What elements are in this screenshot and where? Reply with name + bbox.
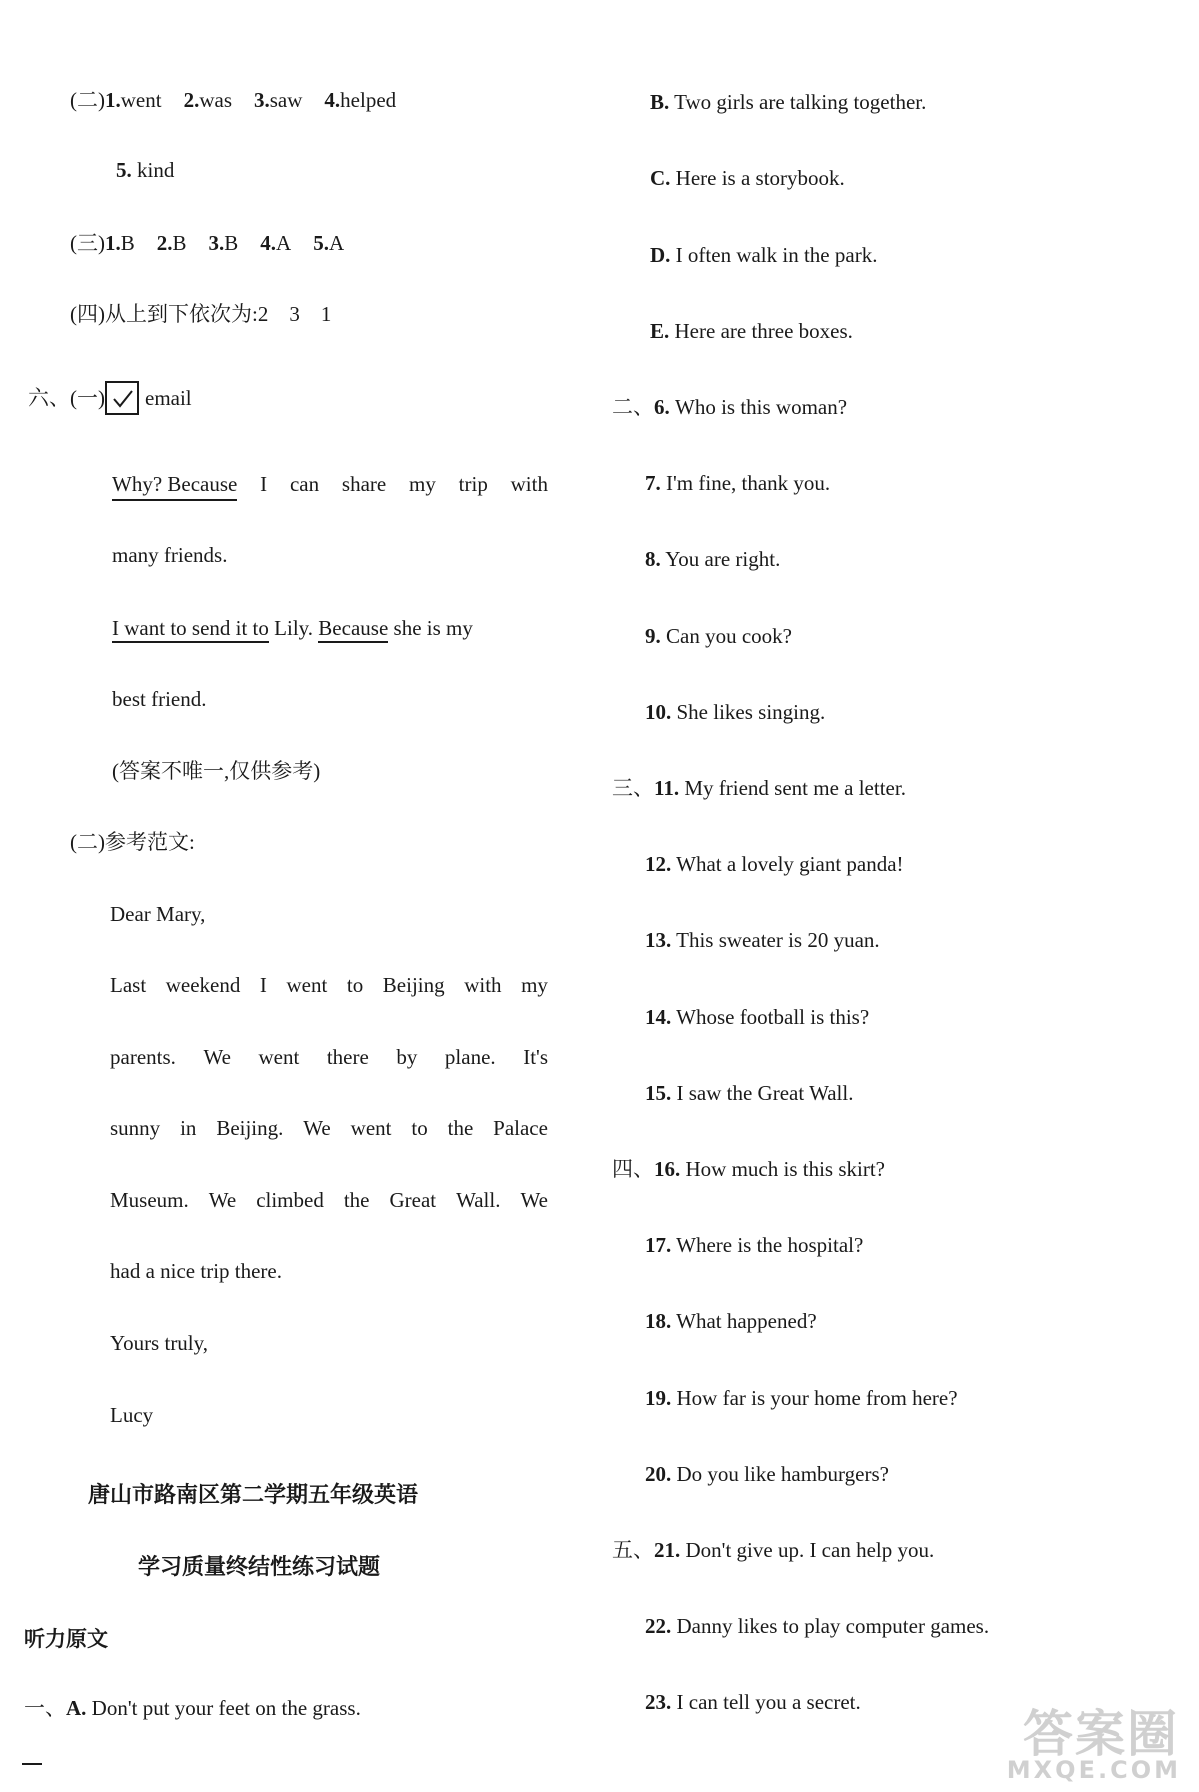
section-prefix: 三、 [612,776,654,800]
word: Museum. [110,1188,189,1212]
word: can [289,472,320,496]
section-2-answer-5 [116,156,174,184]
item-number: 9. [645,624,661,648]
word: Palace [493,1116,548,1140]
word: with [510,472,548,496]
why-underlined: Why? Because [112,470,237,501]
item-number: 8. [645,547,661,571]
word: I [260,472,268,496]
listening-item [612,1155,885,1183]
item-text: Who is this woman? [675,395,848,419]
answer-number: 3. [208,231,225,255]
answer-number: 1. [105,231,121,255]
item-text: How much is this skirt? [685,1157,885,1181]
listening-item [612,393,847,421]
answer-text: went [120,88,162,112]
word: the [343,1188,370,1212]
listening-item [645,1231,863,1259]
item-number: 11. [654,776,680,800]
listening-item [645,1384,958,1412]
option-b [650,88,926,116]
section-2-answers [70,86,396,114]
word: the [447,1116,474,1140]
word: Beijing [382,973,445,997]
item-text: What happened? [676,1309,817,1333]
word: there [326,1045,369,1069]
letter-greeting: Dear Mary, [110,902,206,926]
letter-line-3 [110,1114,548,1142]
item-text: Where is the hospital? [676,1233,864,1257]
word: in [180,1116,197,1140]
word: Last [110,973,147,997]
item-text: Can you cook? [666,624,792,648]
section-6-header [28,383,192,417]
answer-text: B [224,231,239,255]
divider [22,1763,42,1765]
item-text: This sweater is 20 yuan. [676,928,880,952]
item-text: She likes singing. [676,700,826,724]
item-number: 13. [645,928,672,952]
checkbox-checked [105,381,139,415]
listening-item [645,1688,861,1716]
item-number: 6. [654,395,670,419]
item-text: I saw the Great Wall. [676,1081,854,1105]
send-name: Lily. [274,616,314,640]
option-d [650,241,877,269]
listening-item [645,850,904,878]
listening-item [612,1536,934,1564]
section-prefix: 二、 [612,395,654,419]
listening-label: 听力原文 [24,1627,108,1651]
section-2-prefix: (二) [70,88,105,112]
answer-number: 3. [254,88,270,112]
option-text: Two girls are talking together. [674,90,927,114]
item-number: 14. [645,1005,672,1029]
option-letter: B. [650,90,670,114]
word: We [520,1188,548,1212]
answer-number: 2. [183,88,200,112]
answer-number: 4. [260,231,277,255]
word: Great [389,1188,437,1212]
listening-item [645,622,792,650]
word: to [346,973,364,997]
letter-line-2 [110,1043,548,1071]
answer-number: 5. [116,158,132,182]
option-text: I often walk in the park. [675,243,878,267]
option-e [650,317,853,345]
letter-closing: Yours truly, [110,1331,209,1355]
word: We [303,1116,331,1140]
send-because: Because [318,616,388,643]
listening-item [645,545,780,573]
item-number: 16. [654,1157,681,1181]
item-number: 17. [645,1233,672,1257]
word: by [396,1045,418,1069]
listening-item [645,1612,989,1640]
watermark-small: MXQE.COM [1006,1756,1181,1784]
section-3-prefix: (三) [70,231,105,255]
item-number: 22. [645,1614,672,1638]
q1-prefix: 一、 [24,1696,66,1720]
answer-number: 4. [324,88,341,112]
item-text: What a lovely giant panda! [676,852,904,876]
option-letter: D. [650,243,671,267]
word: We [208,1188,237,1212]
answer-text: saw [269,88,303,112]
option-letter: E. [650,319,670,343]
letter-line-1 [110,971,548,999]
answer-text: B [172,231,187,255]
model-essay-label: (二)参考范文: [70,830,195,854]
word: We [203,1045,231,1069]
section-4-answers: (四)从上到下依次为:2 3 1 [70,302,332,326]
item-number: 21. [654,1538,681,1562]
listening-item [645,698,825,726]
answer-text: was [199,88,232,112]
item-text: Whose football is this? [676,1005,870,1029]
listening-item [645,1003,869,1031]
option-letter: C. [650,166,671,190]
q1-number: A. [66,1696,87,1720]
watermark-big: 答案圈 [1023,1705,1179,1763]
why-line [112,470,548,501]
section-3-answers [70,229,344,257]
item-number: 12. [645,852,672,876]
word: went [286,973,328,997]
listening-item [645,469,830,497]
answer-number: 5. [313,231,329,255]
answer-text: kind [137,158,175,182]
item-number: 19. [645,1386,672,1410]
item-text: My friend sent me a letter. [684,776,906,800]
checkmark-icon [111,387,135,411]
q1-text: Don't put your feet on the grass. [91,1696,361,1720]
option-text: Here is a storybook. [675,166,845,190]
exam-title-line-2: 学习质量终结性练习试题 [138,1555,381,1580]
item-number: 7. [645,471,661,495]
word: went [258,1045,300,1069]
watermark-logo [999,1694,1189,1784]
section-prefix: 四、 [612,1157,654,1181]
word: sunny [110,1116,161,1140]
letter-line-5: had a nice trip there. [110,1259,282,1283]
send-rest: she is my [393,616,473,640]
checked-option-label: email [145,385,192,410]
item-number: 15. [645,1081,672,1105]
item-text: Do you like hamburgers? [676,1462,889,1486]
listening-item [645,1460,889,1488]
word: share [341,472,387,496]
item-number: 20. [645,1462,672,1486]
section-6-prefix: 六、(一) [28,385,105,410]
word: Beijing. [216,1116,284,1140]
answer-number: 2. [156,231,173,255]
item-text: You are right. [665,547,781,571]
item-number: 10. [645,700,672,724]
word: with [464,973,502,997]
word: weekend [165,973,241,997]
word: Wall. [456,1188,501,1212]
item-text: Don't give up. I can help you. [685,1538,935,1562]
answer-text: A [328,231,345,255]
listening-q1 [24,1694,361,1722]
section-prefix: 五、 [612,1538,654,1562]
option-text: Here are three boxes. [674,319,853,343]
send-line-2: best friend. [112,687,207,711]
item-text: Danny likes to play computer games. [676,1614,990,1638]
listening-item [645,1079,853,1107]
why-line-2: many friends. [112,543,228,567]
answer-text: helped [340,88,397,112]
word: plane. [444,1045,496,1069]
word: trip [458,472,488,496]
item-text: I can tell you a secret. [676,1690,861,1714]
word: went [350,1116,392,1140]
answer-note: (答案不唯一,仅供参考) [112,759,321,783]
word: to [411,1116,428,1140]
exam-title-line-1: 唐山市路南区第二学期五年级英语 [88,1483,419,1508]
answer-text: B [120,231,135,255]
send-line [112,614,473,642]
listening-item [645,926,880,954]
listening-item [612,774,906,802]
word: I [259,973,267,997]
answer-number: 1. [105,88,121,112]
send-underlined: I want to send it to [112,616,269,643]
answer-text: A [276,231,292,255]
item-text: I'm fine, thank you. [666,471,831,495]
item-number: 23. [645,1690,672,1714]
item-text: How far is your home from here? [676,1386,958,1410]
letter-signature: Lucy [110,1403,154,1427]
word: my [521,973,548,997]
word: parents. [110,1045,176,1069]
word: my [409,472,436,496]
word: climbed [256,1188,324,1212]
item-number: 18. [645,1309,672,1333]
listening-item [645,1307,817,1335]
letter-line-4 [110,1186,548,1214]
word: It's [523,1045,548,1069]
option-c [650,164,845,192]
